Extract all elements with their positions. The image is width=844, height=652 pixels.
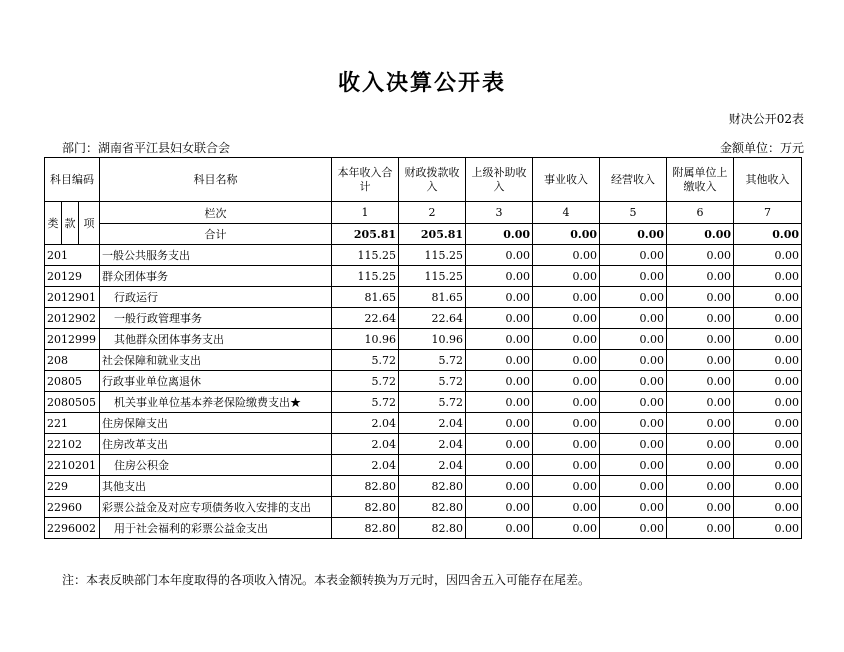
amount-cell: 0.00 xyxy=(600,497,667,518)
header-affiliated: 附属单位上缴收入 xyxy=(667,158,734,202)
amount-cell: 0.00 xyxy=(734,497,802,518)
subject-name: 其他支出 xyxy=(100,476,332,497)
col-num: 6 xyxy=(667,202,734,224)
unit-label: 金额单位：万元 xyxy=(719,141,804,155)
subject-code: 208 xyxy=(45,350,100,371)
amount-cell: 0.00 xyxy=(466,329,533,350)
subject-name: 住房改革支出 xyxy=(100,434,332,455)
col-num: 3 xyxy=(466,202,533,224)
amount-cell: 0.00 xyxy=(466,266,533,287)
subject-code: 22102 xyxy=(45,434,100,455)
amount-cell: 0.00 xyxy=(466,308,533,329)
amount-cell: 0.00 xyxy=(734,245,802,266)
amount-cell: 0.00 xyxy=(466,455,533,476)
amount-cell: 0.00 xyxy=(600,392,667,413)
header-other: 其他收入 xyxy=(734,158,802,202)
amount-cell: 2.04 xyxy=(332,413,399,434)
amount-cell: 0.00 xyxy=(466,245,533,266)
amount-cell: 0.00 xyxy=(734,329,802,350)
table-row xyxy=(45,245,802,266)
amount-cell: 0.00 xyxy=(600,350,667,371)
form-number: 财决公开02表 xyxy=(728,112,804,126)
amount-cell: 0.00 xyxy=(533,329,600,350)
total-row xyxy=(45,224,802,245)
subject-name: 住房保障支出 xyxy=(100,413,332,434)
amount-cell: 0.00 xyxy=(667,518,734,539)
amount-cell: 82.80 xyxy=(399,518,466,539)
amount-cell: 0.00 xyxy=(533,413,600,434)
total-value: 205.81 xyxy=(332,224,399,245)
amount-cell: 0.00 xyxy=(466,350,533,371)
amount-cell: 5.72 xyxy=(332,350,399,371)
amount-cell: 0.00 xyxy=(734,392,802,413)
amount-cell: 0.00 xyxy=(667,413,734,434)
subject-name: 行政事业单位离退休 xyxy=(100,371,332,392)
amount-cell: 0.00 xyxy=(667,497,734,518)
amount-cell: 82.80 xyxy=(332,518,399,539)
subject-code: 2012999 xyxy=(45,329,100,350)
amount-cell: 115.25 xyxy=(332,245,399,266)
amount-cell: 2.04 xyxy=(332,455,399,476)
header-superior: 上级补助收入 xyxy=(466,158,533,202)
amount-cell: 0.00 xyxy=(734,371,802,392)
subject-code: 20129 xyxy=(45,266,100,287)
amount-cell: 0.00 xyxy=(533,308,600,329)
subject-code: 229 xyxy=(45,476,100,497)
amount-cell: 0.00 xyxy=(533,287,600,308)
amount-cell: 0.00 xyxy=(734,476,802,497)
amount-cell: 0.00 xyxy=(667,392,734,413)
footnote: 注：本表反映部门本年度取得的各项收入情况。本表金额转换为万元时，因四舍五入可能存在尾差。 xyxy=(62,573,591,587)
amount-cell: 0.00 xyxy=(533,518,600,539)
amount-cell: 0.00 xyxy=(466,413,533,434)
amount-cell: 0.00 xyxy=(466,392,533,413)
amount-cell: 0.00 xyxy=(466,497,533,518)
header-total: 本年收入合计 xyxy=(332,158,399,202)
amount-cell: 5.72 xyxy=(399,392,466,413)
amount-cell: 115.25 xyxy=(332,266,399,287)
amount-cell: 5.72 xyxy=(332,392,399,413)
total-value: 0.00 xyxy=(734,224,802,245)
amount-cell: 22.64 xyxy=(332,308,399,329)
amount-cell: 0.00 xyxy=(600,287,667,308)
header-row xyxy=(45,158,802,202)
subject-code: 2210201 xyxy=(45,455,100,476)
subject-code: 2080505 xyxy=(45,392,100,413)
header-business: 事业收入 xyxy=(533,158,600,202)
amount-cell: 0.00 xyxy=(734,266,802,287)
header-operating: 经营收入 xyxy=(600,158,667,202)
table-row xyxy=(45,455,802,476)
subject-code: 221 xyxy=(45,413,100,434)
amount-cell: 0.00 xyxy=(466,287,533,308)
amount-cell: 5.72 xyxy=(399,371,466,392)
table-row xyxy=(45,413,802,434)
amount-cell: 0.00 xyxy=(600,245,667,266)
amount-cell: 81.65 xyxy=(399,287,466,308)
amount-cell: 82.80 xyxy=(332,476,399,497)
amount-cell: 2.04 xyxy=(399,413,466,434)
amount-cell: 115.25 xyxy=(399,245,466,266)
header-xiang: 项 xyxy=(79,202,100,245)
col-num: 7 xyxy=(734,202,802,224)
total-value: 0.00 xyxy=(533,224,600,245)
subject-name: 一般行政管理事务 xyxy=(100,308,332,329)
income-table xyxy=(44,157,802,539)
subject-name: 其他群众团体事务支出 xyxy=(100,329,332,350)
amount-cell: 0.00 xyxy=(734,350,802,371)
amount-cell: 82.80 xyxy=(332,497,399,518)
table-row xyxy=(45,392,802,413)
amount-cell: 0.00 xyxy=(533,266,600,287)
subject-name: 行政运行 xyxy=(100,287,332,308)
subject-code: 2012901 xyxy=(45,287,100,308)
amount-cell: 0.00 xyxy=(734,413,802,434)
subject-name: 住房公积金 xyxy=(100,455,332,476)
amount-cell: 0.00 xyxy=(533,455,600,476)
amount-cell: 0.00 xyxy=(533,434,600,455)
amount-cell: 5.72 xyxy=(399,350,466,371)
amount-cell: 0.00 xyxy=(600,455,667,476)
column-number-row xyxy=(45,202,802,224)
subject-code: 2012902 xyxy=(45,308,100,329)
amount-cell: 0.00 xyxy=(466,434,533,455)
amount-cell: 0.00 xyxy=(734,308,802,329)
amount-cell: 0.00 xyxy=(533,476,600,497)
amount-cell: 0.00 xyxy=(667,350,734,371)
amount-cell: 0.00 xyxy=(667,371,734,392)
amount-cell: 0.00 xyxy=(533,245,600,266)
amount-cell: 2.04 xyxy=(399,434,466,455)
amount-cell: 0.00 xyxy=(667,308,734,329)
header-fiscal: 财政拨款收入 xyxy=(399,158,466,202)
amount-cell: 0.00 xyxy=(533,392,600,413)
table-row xyxy=(45,497,802,518)
table-row xyxy=(45,350,802,371)
total-value: 205.81 xyxy=(399,224,466,245)
subject-name: 群众团体事务 xyxy=(100,266,332,287)
amount-cell: 0.00 xyxy=(466,371,533,392)
amount-cell: 0.00 xyxy=(600,413,667,434)
amount-cell: 0.00 xyxy=(734,434,802,455)
amount-cell: 22.64 xyxy=(399,308,466,329)
amount-cell: 2.04 xyxy=(332,434,399,455)
amount-cell: 0.00 xyxy=(734,287,802,308)
amount-cell: 0.00 xyxy=(600,266,667,287)
amount-cell: 10.96 xyxy=(399,329,466,350)
amount-cell: 82.80 xyxy=(399,476,466,497)
subject-code: 22960 xyxy=(45,497,100,518)
table-row xyxy=(45,518,802,539)
department-label: 部门：湖南省平江县妇女联合会 xyxy=(62,141,231,155)
col-num: 1 xyxy=(332,202,399,224)
subject-code: 2296002 xyxy=(45,518,100,539)
amount-cell: 0.00 xyxy=(533,497,600,518)
table-row xyxy=(45,329,802,350)
header-code: 科目编码 xyxy=(45,158,100,202)
amount-cell: 5.72 xyxy=(332,371,399,392)
col-num: 2 xyxy=(399,202,466,224)
amount-cell: 0.00 xyxy=(667,245,734,266)
amount-cell: 0.00 xyxy=(600,308,667,329)
total-value: 0.00 xyxy=(466,224,533,245)
amount-cell: 0.00 xyxy=(734,518,802,539)
table-row xyxy=(45,434,802,455)
amount-cell: 81.65 xyxy=(332,287,399,308)
amount-cell: 0.00 xyxy=(466,476,533,497)
table-row xyxy=(45,308,802,329)
page-title: 收入决算公开表 xyxy=(337,70,506,96)
amount-cell: 0.00 xyxy=(667,266,734,287)
subject-code: 201 xyxy=(45,245,100,266)
amount-cell: 0.00 xyxy=(667,329,734,350)
amount-cell: 0.00 xyxy=(667,287,734,308)
column-label: 栏次 xyxy=(100,202,332,224)
amount-cell: 0.00 xyxy=(533,350,600,371)
col-num: 4 xyxy=(533,202,600,224)
header-lei: 类 xyxy=(45,202,62,245)
header-kuan: 款 xyxy=(62,202,79,245)
subject-name: 用于社会福利的彩票公益金支出 xyxy=(100,518,332,539)
amount-cell: 0.00 xyxy=(600,518,667,539)
amount-cell: 0.00 xyxy=(667,455,734,476)
table-row xyxy=(45,266,802,287)
amount-cell: 0.00 xyxy=(600,476,667,497)
total-label: 合计 xyxy=(100,224,332,245)
amount-cell: 0.00 xyxy=(533,371,600,392)
header-name: 科目名称 xyxy=(100,158,332,202)
amount-cell: 0.00 xyxy=(600,371,667,392)
amount-cell: 0.00 xyxy=(734,455,802,476)
total-value: 0.00 xyxy=(667,224,734,245)
amount-cell: 0.00 xyxy=(600,434,667,455)
subject-name: 一般公共服务支出 xyxy=(100,245,332,266)
amount-cell: 0.00 xyxy=(667,434,734,455)
amount-cell: 0.00 xyxy=(466,518,533,539)
col-num: 5 xyxy=(600,202,667,224)
subject-code: 20805 xyxy=(45,371,100,392)
amount-cell: 2.04 xyxy=(399,455,466,476)
amount-cell: 115.25 xyxy=(399,266,466,287)
total-value: 0.00 xyxy=(600,224,667,245)
table-row xyxy=(45,476,802,497)
amount-cell: 0.00 xyxy=(667,476,734,497)
subject-name: 机关事业单位基本养老保险缴费支出★ xyxy=(100,392,332,413)
amount-cell: 0.00 xyxy=(600,329,667,350)
subject-name: 彩票公益金及对应专项债务收入安排的支出 xyxy=(100,497,332,518)
amount-cell: 10.96 xyxy=(332,329,399,350)
amount-cell: 82.80 xyxy=(399,497,466,518)
subject-name: 社会保障和就业支出 xyxy=(100,350,332,371)
table-row xyxy=(45,287,802,308)
table-row xyxy=(45,371,802,392)
